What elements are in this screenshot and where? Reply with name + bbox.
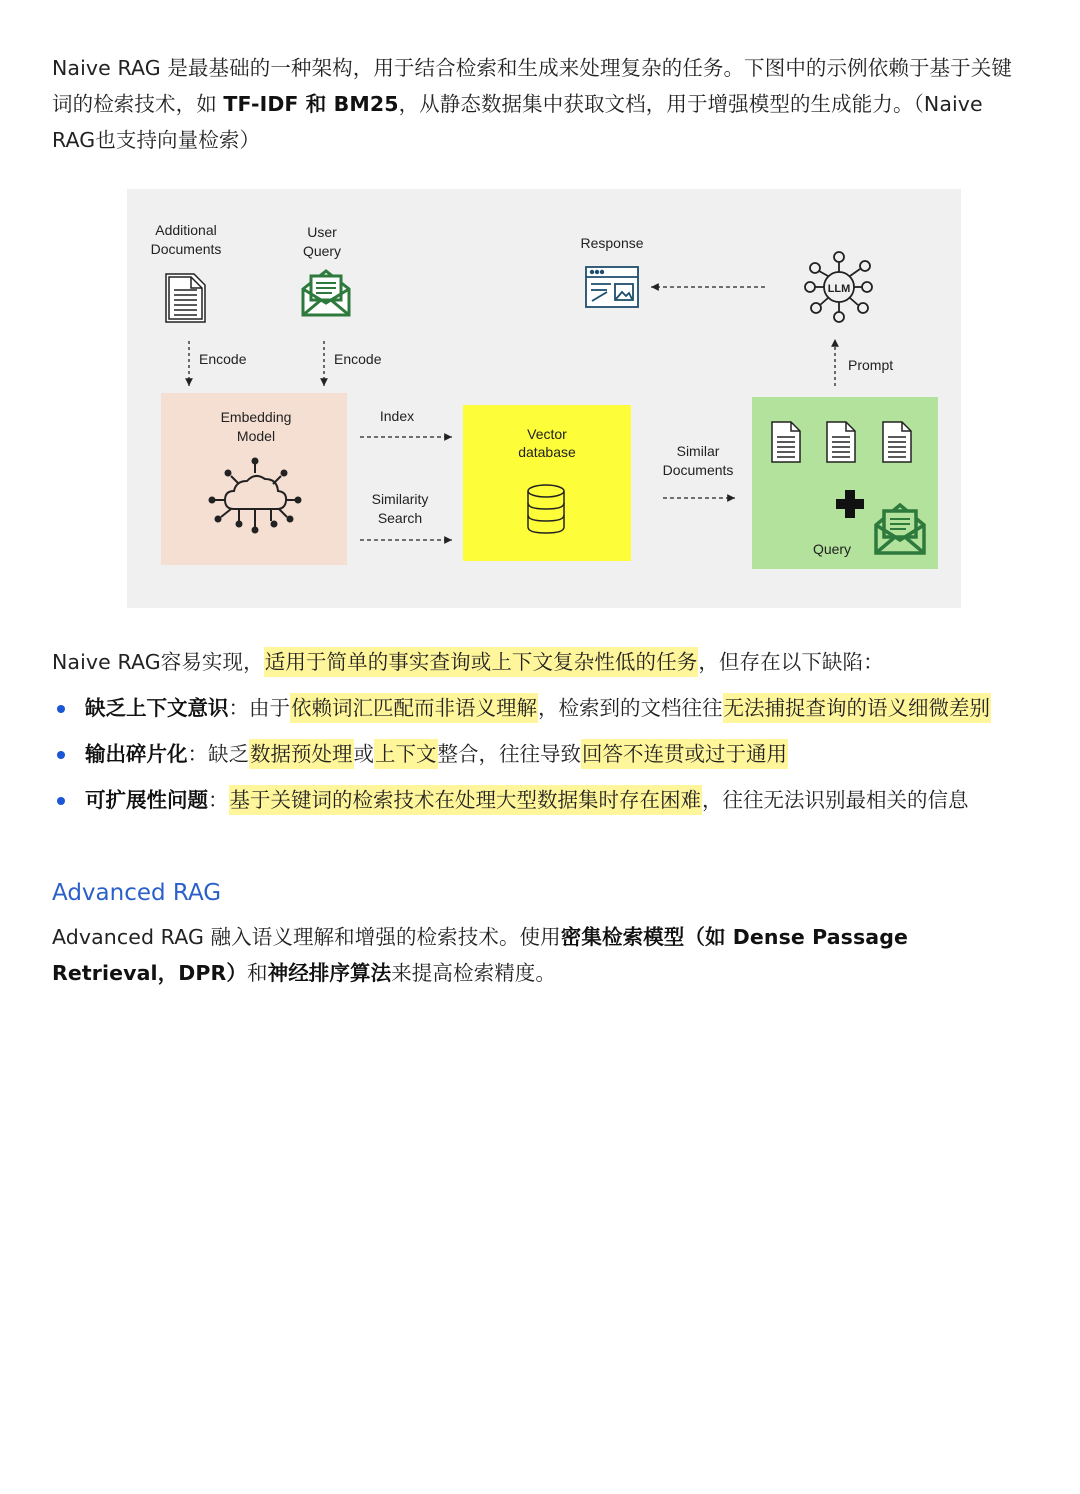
bullet-highlight: 回答不连贯或过于通用 (581, 739, 788, 769)
similarity-search-label-2: Search (377, 510, 423, 526)
embedding-model-label-2: Model (236, 428, 276, 444)
advanced-bold-ranking: 神经排序算法 (267, 961, 392, 985)
naive-rag-diagram (127, 189, 961, 608)
intro-paragraph (52, 50, 1032, 158)
vector-database-label-1: Vector (527, 426, 567, 442)
bullet-text: ：由于 (228, 696, 290, 720)
bullet-highlight: 无法捕捉查询的语义细微差别 (723, 693, 992, 723)
bullet-text: ，检索到的文档往往 (538, 696, 723, 720)
similarity-search-label-1: Similarity (371, 491, 429, 507)
user-query-label-1: User (307, 224, 337, 240)
query-label: Query (812, 541, 852, 557)
summary-text-2: ，但存在以下缺陷： (698, 650, 884, 674)
similar-document-icon (772, 422, 800, 462)
naive-rag-summary (52, 644, 1042, 680)
envelope-icon (303, 271, 349, 315)
prompt-label: Prompt (848, 357, 894, 373)
advanced-rag-paragraph (52, 919, 952, 991)
bullet-icon (57, 705, 65, 713)
advanced-text-1: Advanced RAG 融入语义理解和增强的检索技术。使用 (52, 925, 561, 949)
advanced-bold-dpr: 密集检索模型（如 Dense Passage Retrieval，DPR） (52, 925, 908, 985)
list-item (52, 736, 1042, 772)
defect-list (52, 690, 1042, 828)
bullet-highlight: 基于关键词的检索技术在处理大型数据集时存在困难 (229, 785, 703, 815)
additional-documents-label-2: Documents (150, 241, 222, 257)
vector-database-label-2: database (518, 444, 576, 460)
bullet-highlight: 数据预处理 (249, 739, 354, 769)
advanced-text-3: 来提高检索精度。 (391, 961, 557, 985)
similar-documents-label-1: Similar (676, 443, 720, 459)
intro-text-1: Naive RAG 是最基础的一种架构，用于结合检索和生成来处理复杂的任务。下图中的示例依赖于基于关键词的检索技术，如 (52, 56, 1012, 116)
bullet-icon (57, 751, 65, 759)
summary-highlight: 适用于简单的事实查询或上下文复杂性低的任务 (264, 647, 699, 677)
intro-bold-tfidf: TF-IDF 和 BM25 (223, 92, 399, 116)
bullet-text: 或 (353, 742, 374, 766)
bullet-title: 输出碎片化 (85, 742, 188, 766)
advanced-rag-heading: Advanced RAG (52, 880, 222, 906)
list-item (52, 690, 1042, 726)
similar-document-icon (883, 422, 911, 462)
index-label: Index (379, 408, 415, 424)
bullet-text: ： (208, 788, 229, 812)
bullet-title: 缺乏上下文意识 (85, 696, 229, 720)
bullet-text: 整合，往往导致 (437, 742, 581, 766)
bullet-highlight: 上下文 (374, 739, 438, 769)
advanced-text-2: 和 (246, 961, 268, 985)
encode-label-1: Encode (199, 351, 247, 367)
response-label: Response (580, 235, 644, 251)
llm-label: LLM (827, 283, 851, 295)
bullet-text: ，往往无法识别最相关的信息 (702, 788, 969, 812)
intro-text-2: ，从静态数据集中获取文档，用于增强模型的生成能力。（Naive RAG也支持向量检索） (52, 92, 983, 152)
similar-documents-label-2: Documents (662, 462, 734, 478)
encode-label-2: Encode (334, 351, 382, 367)
query-envelope-icon (876, 505, 924, 553)
bullet-text: ：缺乏 (187, 742, 249, 766)
document-icon (166, 274, 205, 322)
bullet-icon (57, 797, 65, 805)
list-item (52, 782, 1042, 818)
bullet-highlight: 依赖词汇匹配而非语义理解 (290, 693, 538, 723)
bullet-title: 可扩展性问题 (85, 788, 208, 812)
summary-text-1: Naive RAG容易实现， (52, 650, 264, 674)
response-window-icon (586, 267, 638, 307)
similar-document-icon (827, 422, 855, 462)
embedding-model-label-1: Embedding (220, 409, 292, 425)
additional-documents-label-1: Additional (155, 222, 217, 238)
user-query-label-2: Query (302, 243, 342, 259)
